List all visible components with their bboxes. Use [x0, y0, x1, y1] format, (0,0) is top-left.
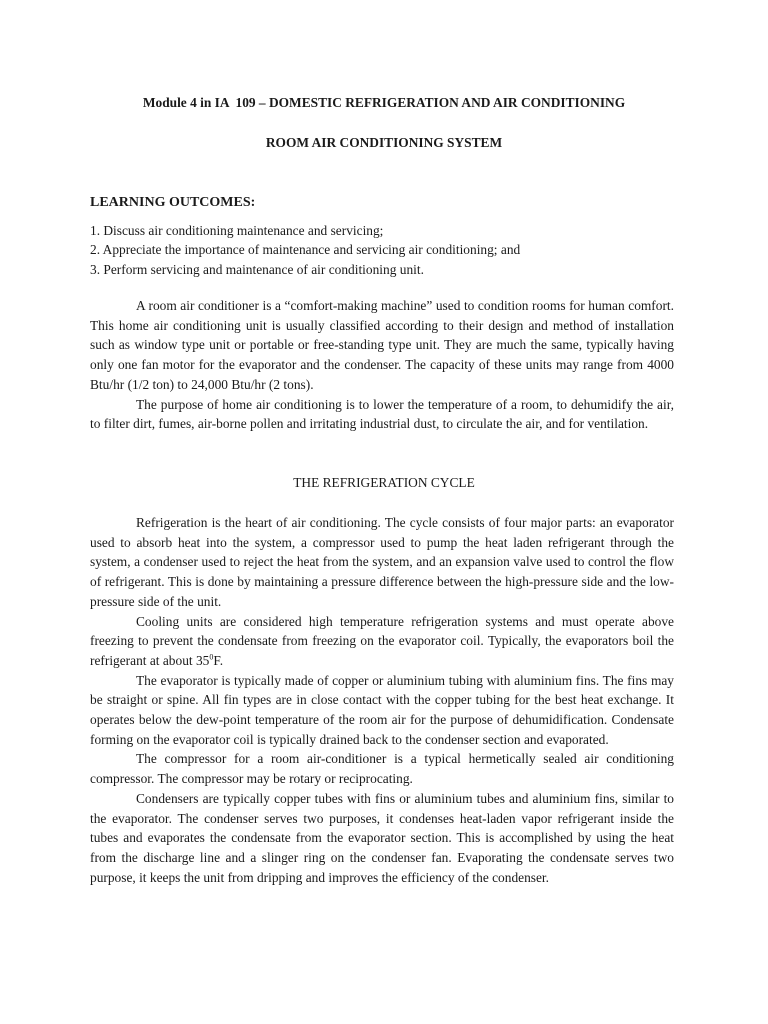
intro-paragraph: A room air conditioner is a “comfort-making machine” used to condition rooms for human comfort. This home air conditioning unit is usually classified according to their design and method of installation such as window type unit or portable or free-standing type unit. They are much the same, typically having only one fan motor for the evaporator and the condenser. The capacity of these units may range from 4000 Btu/hr (1/2 ton) to 24,000 Btu/hr (2 tons). — [90, 298, 674, 392]
document-subtitle: ROOM AIR CONDITIONING SYSTEM — [265, 135, 503, 150]
learning-outcomes-heading: LEARNING OUTCOMES: — [90, 195, 256, 210]
module-title: Module 4 in IA 109 – DOMESTIC REFRIGERATION AND AIR CONDITIONING — [142, 95, 626, 110]
refrigeration-cycle-section — [90, 513, 674, 887]
cycle-paragraph-text: Cooling units are considered high temperature refrigeration systems and must operate above freezing to prevent the condensate from freezing on the evaporator coil. Typically, the evaporators boil the refrigerant at about 35 — [90, 613, 674, 668]
learning-outcomes-list — [90, 221, 690, 279]
cycle-paragraph: Condensers are typically copper tubes with fins or aluminium tubes and aluminium fins, similar to the evaporator. The condenser serves two purposes, it condenses heat-laden vapor refrigerant inside the tubes and evaporates the condensate from the evaporator section. This is accomplished by using the heat from the discharge line and a slinger ring on the condenser fan. Evaporating the condensate serves two purpose, it keeps the unit from dripping and improves the efficiency of the condenser. — [90, 790, 674, 885]
degree-superscript: 0 — [209, 652, 214, 662]
cycle-paragraph: The compressor for a room air-conditioner is a typical hermetically sealed air conditioning compressor. The compressor may be rotary or reciprocating. — [90, 751, 674, 787]
section-heading: THE REFRIGERATION CYCLE — [293, 475, 475, 490]
list-item: 2. Appreciate the importance of maintenance and servicing air conditioning; and — [90, 242, 521, 258]
list-item: 1. Discuss air conditioning maintenance and servicing; — [90, 223, 384, 238]
cycle-paragraph-tail: F. — [213, 652, 224, 668]
cycle-paragraph — [90, 612, 674, 671]
list-item: 3. Perform servicing and maintenance of air conditioning unit. — [90, 261, 424, 277]
intro-section — [90, 296, 674, 434]
cycle-paragraph: The evaporator is typically made of copper or aluminium tubing with aluminium fins. The fins may be straight or spine. All fin types are in close contact with the copper tubing for the best heat exchange. It operates below the dew-point temperature of the room air for the purpose of dehumidification. Condensate forming on the evaporator coil is typically drained back to the condenser section and evaporated. — [90, 672, 674, 747]
intro-paragraph: The purpose of home air conditioning is to lower the temperature of a room, to dehumidify the air, to filter dirt, fumes, air-borne pollen and irritating industrial dust, to circulate the air, and for ventilation. — [90, 396, 674, 432]
cycle-paragraph: Refrigeration is the heart of air conditioning. The cycle consists of four major parts: an evaporator used to absorb heat into the system, a compressor used to pump the heat laden refrigerant through the system, a condenser used to reject the heat from the system, and an expansion valve used to control the flow of refrigerant. This is done by maintaining a pressure difference between the high-pressure side and the low-pressure side of the unit. — [90, 515, 674, 609]
